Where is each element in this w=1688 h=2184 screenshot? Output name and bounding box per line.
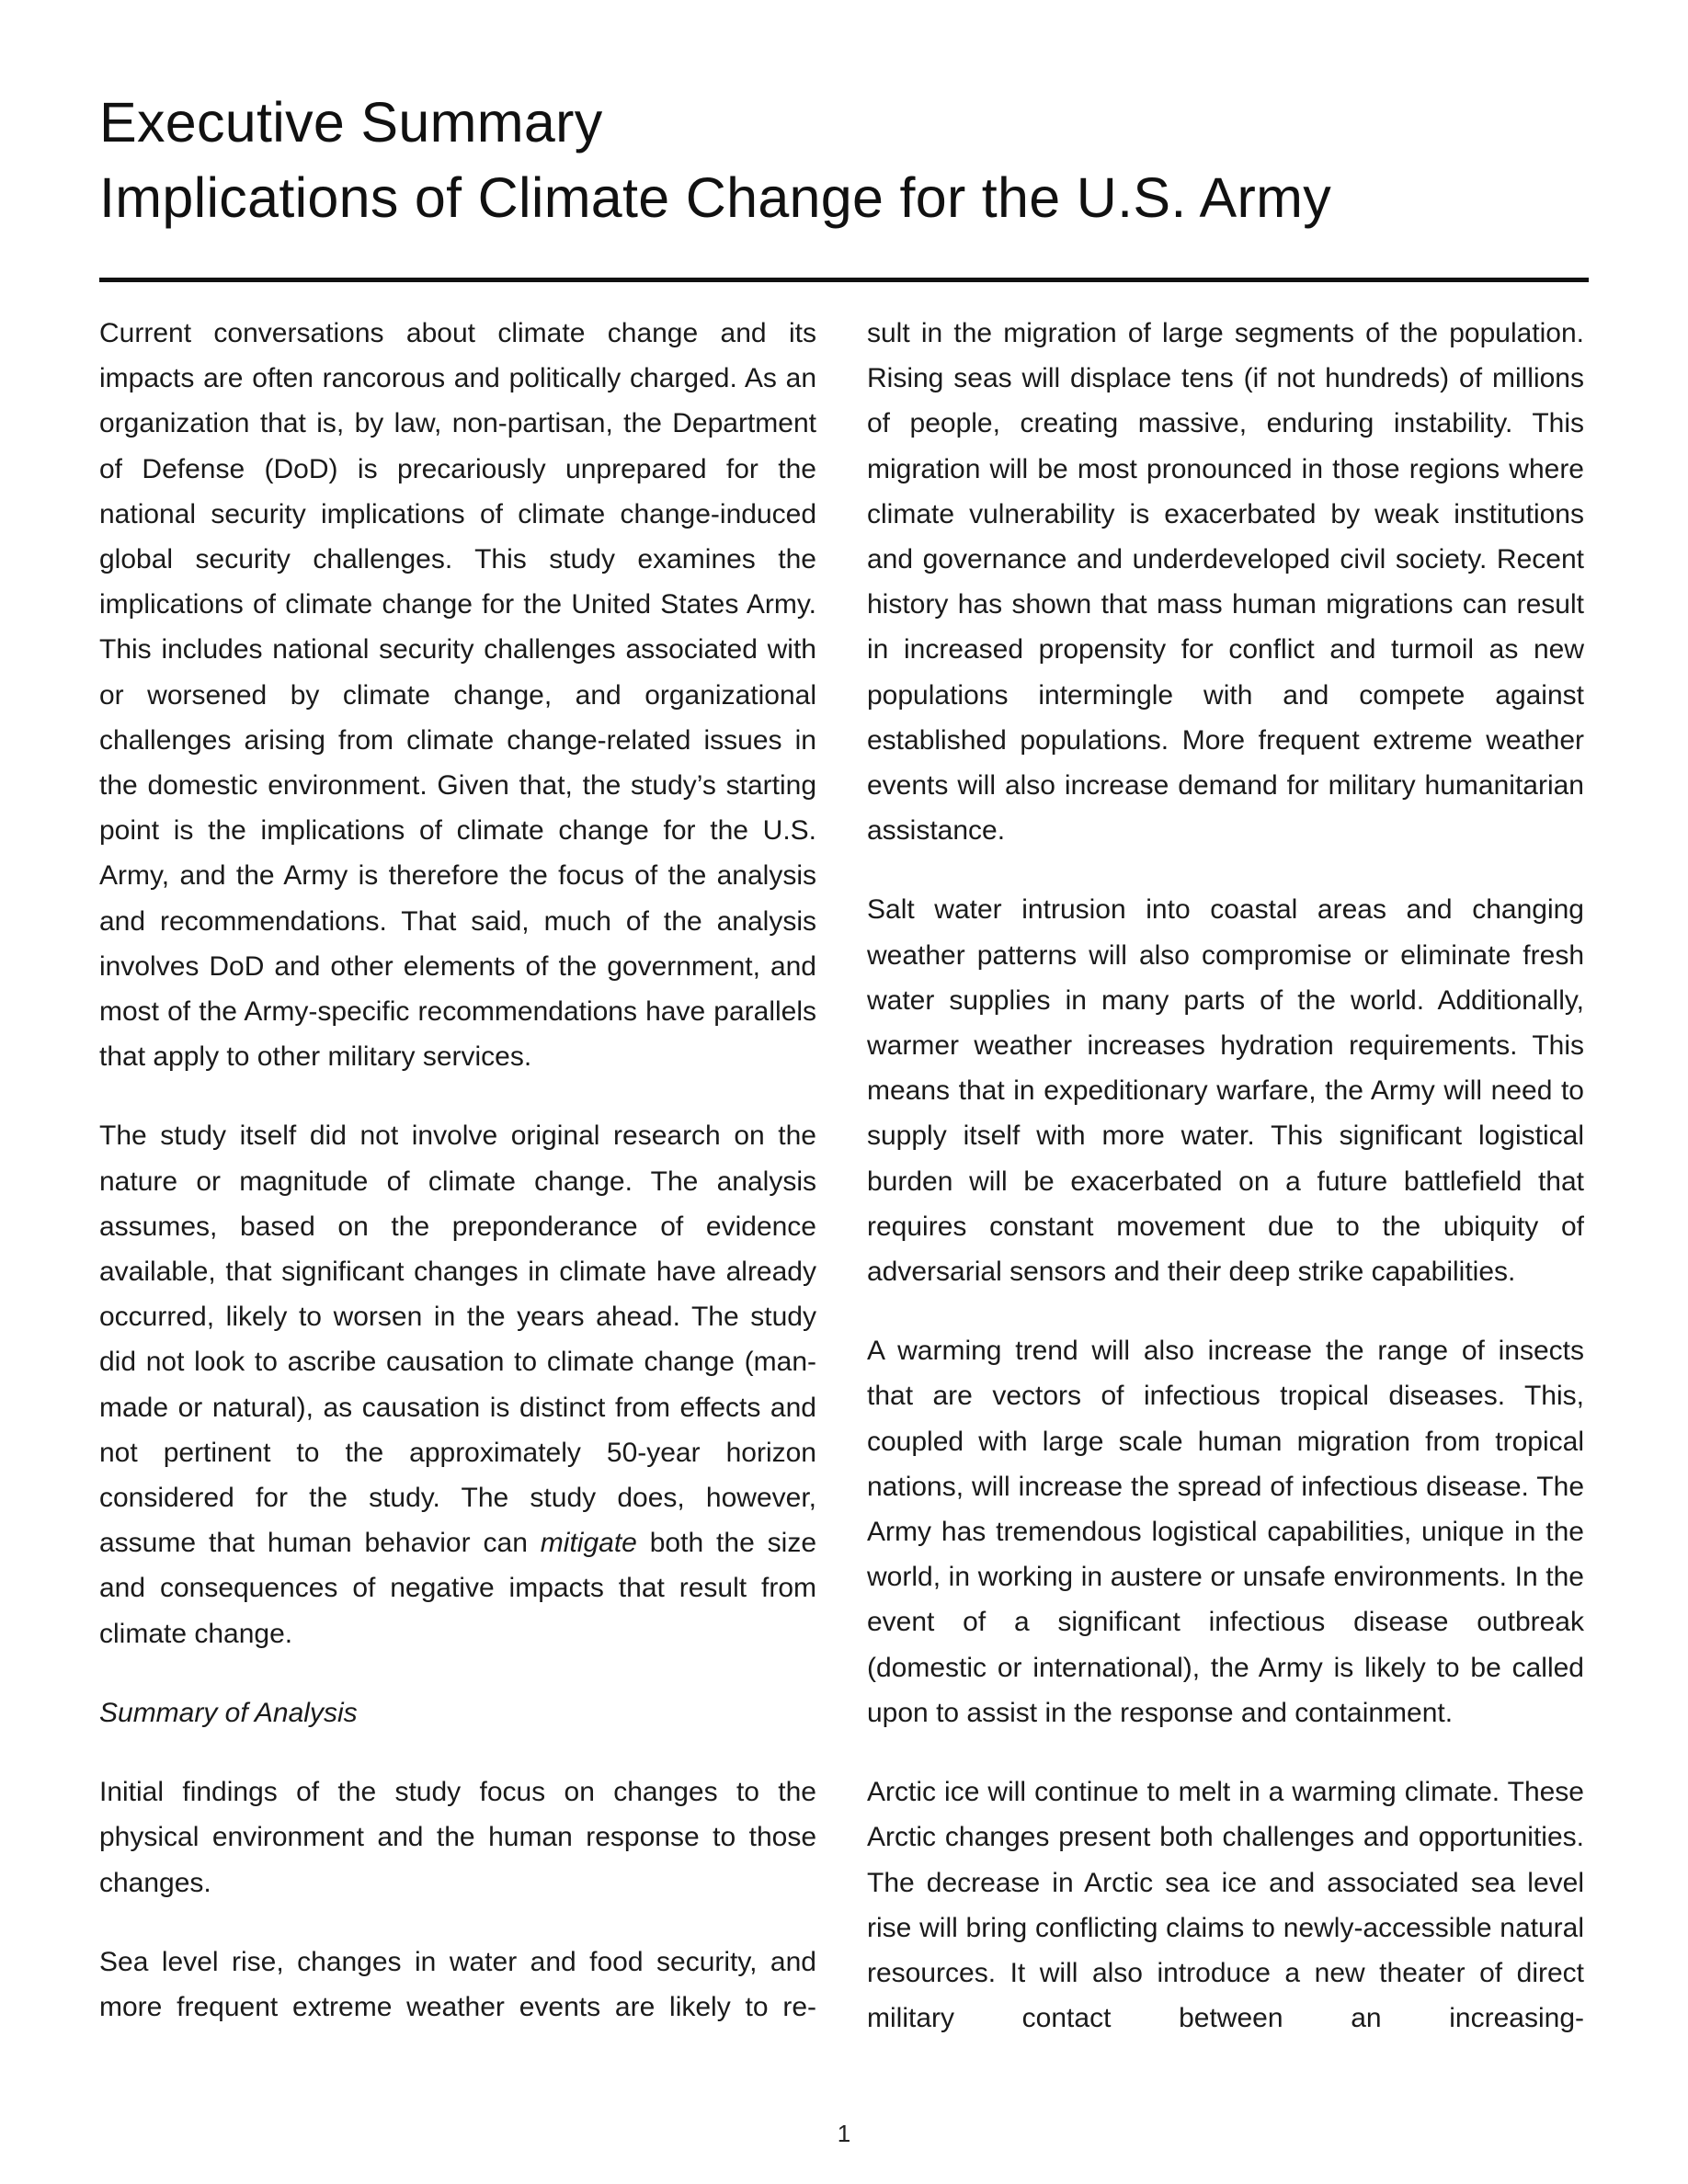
paragraph-study-scope <box>99 1113 816 1655</box>
paragraph-migration: sult in the migration of large segments of the population. Rising seas will displace tens (if not hundreds) of millions of people, creating massive, enduring instability. This migration will be most pronounced in those regions where climate vulnerability is exacerbated by weak institutions and governance and underdeveloped civil society. Recent history has shown that mass human migrations can result in increased propensity for conflict and turmoil as new populations intermingle with and compete against established populations. More frequent extreme weather events will also increase demand for military humanitarian assistance. <box>867 318 1584 847</box>
paragraph-infectious-disease: A warming trend will also increase the range of insects that are vectors of infectious tropical diseases. This, coupled with large scale human migration from tropical nations, will increase the spread of infectious disease. The Army has tremendous logistical capabilities, unique in the world, in working in austere or unsafe environments. In the event of a significant infectious disease outbreak (domestic or international), the Army is likely to be called upon to assist in the response and containment. <box>867 1336 1584 1728</box>
paragraph-arctic: Arctic ice will continue to melt in a warming climate. These Arctic changes present both challenges and opportunities. The decrease in Arctic sea ice and associated sea level rise will bring conflicting claims to newly-accessible natural resources. It will also introduce a new theater of direct military contact between an increasing- <box>867 1777 1584 2034</box>
page-number: 1 <box>837 2120 851 2147</box>
emphasis-mitigate: mitigate <box>540 1528 637 1559</box>
title-divider <box>99 278 1589 282</box>
left-column <box>99 311 816 2064</box>
page-title: Executive Summary <box>99 91 603 154</box>
paragraph-sea-level-rise: Sea level rise, changes in water and food security, and more frequent extreme weather events are likely to re- <box>99 1946 816 2022</box>
paragraph-introduction: Current conversations about climate change and its impacts are often rancorous and politically charged. As an organization that is, by law, non-partisan, the Department of Defense (DoD) is precariously unprepared for the national security implications of climate change-induced global security challenges. This study examines the implications of climate change for the United States Army. This includes national security challenges associated with or worsened by climate change, and organizational challenges arising from climate change-related issues in the domestic environment. Given that, the study’s starting point is the implications of climate change for the U.S. Army, and the Army is therefore the focus of the analysis and recommendations. That said, much of the analysis involves DoD and other elements of the government, and most of the Army-specific recommendations have parallels that apply to other military services. <box>99 318 816 1073</box>
paragraph-water-supply: Salt water intrusion into coastal areas and changing weather patterns will also compromise or eliminate fresh water supplies in many parts of the world. Additionally, warmer weather increases hydration requirements. This means that in expeditionary warfare, the Army will need to supply itself with more water. This significant logistical burden will be exacerbated on a future battlefield that requires constant movement due to the ubiquity of adversarial sensors and their deep strike capabilities. <box>867 894 1584 1288</box>
title-block <box>99 85 1589 235</box>
right-column <box>867 311 1584 2075</box>
paragraph-initial-findings: Initial findings of the study focus on changes to the physical environment and the human response to those changes. <box>99 1777 816 1898</box>
paragraph-study-scope-text-end: both the size and consequences of negative impacts that result from climate change. <box>99 1528 817 1649</box>
document-page <box>99 0 1589 2184</box>
section-subheading: Summary of Analysis <box>99 1697 358 1728</box>
page-subtitle: Implications of Climate Change for the U.S. Army <box>99 166 1331 229</box>
paragraph-study-scope-text: The study itself did not involve original research on the nature or magnitude of climate change. The analysis assumes, based on the preponderance of evidence available, that significant changes in climate have already occurred, likely to worsen in the years ahead. The study did not look to ascribe causation to climate change (man-made or natural), as causation is distinct from effects and not pertinent to the approximately 50-year horizon considered for the study. The study does, however, assume that human behavior can <box>99 1120 816 1559</box>
